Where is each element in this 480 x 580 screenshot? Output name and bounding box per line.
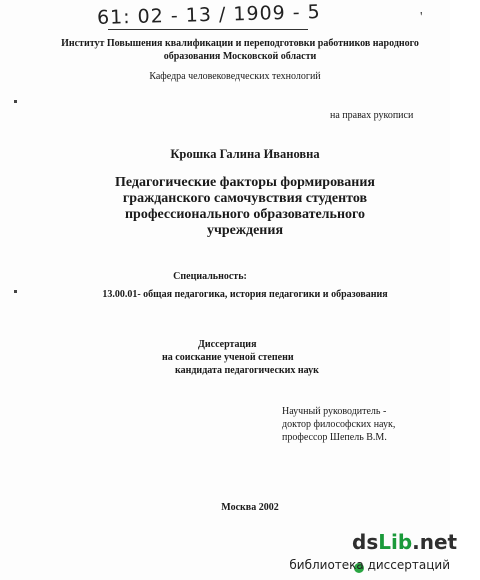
institute-name: Институт Повышения квалификации и переподготовки работников народного образования Московской области (61, 38, 419, 62)
degree-name: кандидата педагогических наук (175, 365, 319, 376)
manuscript-rights: на правах рукописи (330, 110, 414, 121)
degree-line: на соискание ученой степени (162, 352, 294, 363)
department-name: Кафедра человековедческих технологий (149, 71, 321, 82)
supervisor-name: профессор Шепель В.М. (282, 432, 387, 443)
dissertation-label: Диссертация (198, 339, 257, 350)
author-name: Крошка Галина Ивановна (170, 147, 320, 161)
supervisor-role: Научный руководитель - (282, 406, 387, 417)
scan-speck (14, 290, 17, 293)
specialty-code: 13.00.01- общая педагогика, история педагогики и образования (102, 289, 388, 300)
city-year: Москва 2002 (221, 502, 279, 513)
watermark-logo-part3: .net (412, 530, 458, 554)
specialty-label: Специальность: (173, 271, 247, 282)
scan-speck (14, 100, 17, 103)
watermark-subtitle: библиотека диссертаций (289, 558, 450, 572)
archive-stamp: 61: 02 - 13 / 1909 - 5 (96, 1, 322, 29)
dissertation-title: Педагогические факторы формирования гражданского самочувствия студентов профессионального образовательного учреждения (114, 175, 375, 238)
watermark-logo-part1: ds (352, 530, 379, 554)
supervisor-degree: доктор философских наук, (282, 419, 396, 430)
watermark-logo-part2: Lib (378, 530, 413, 554)
watermark (289, 530, 458, 580)
stamp-underline (108, 29, 308, 30)
corner-mark: ' (420, 10, 423, 25)
